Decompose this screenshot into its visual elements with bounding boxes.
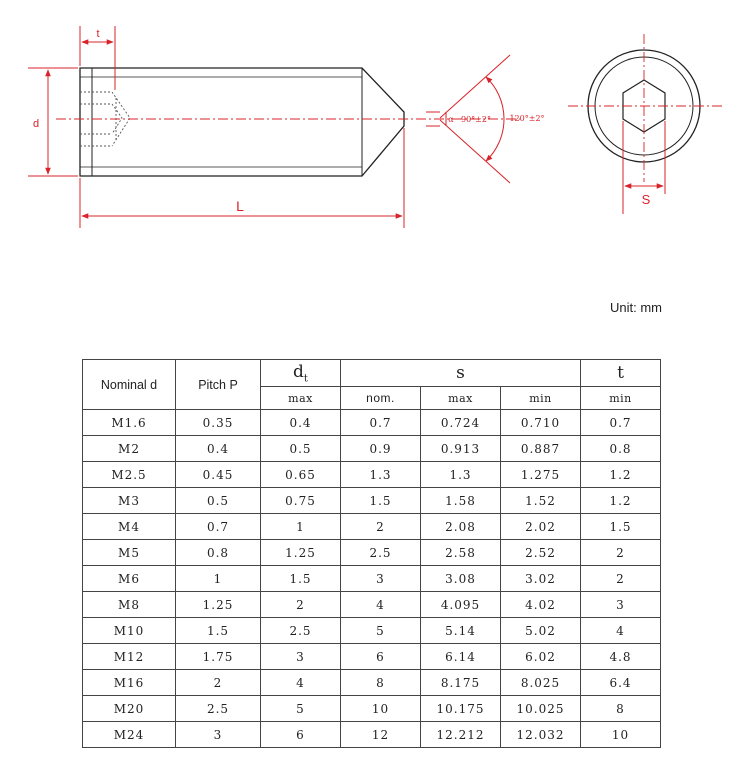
label-alpha: α: [448, 115, 454, 124]
header-dt-main: d: [293, 361, 304, 382]
cell-dt-max: 0.65: [261, 462, 341, 488]
cell-dt-max: 1.25: [261, 540, 341, 566]
cell-pitch-p: 1: [176, 566, 261, 592]
cell-dt-max: 2.5: [261, 618, 341, 644]
table-row: [83, 722, 661, 748]
label-L: L: [236, 198, 244, 214]
cell-dt-max: 1: [261, 514, 341, 540]
cell-dt-max: 4: [261, 670, 341, 696]
cell-s-min: 8.025: [501, 670, 581, 696]
cell-nominal-d: M5: [83, 540, 176, 566]
cell-dt-max: 0.5: [261, 436, 341, 462]
cell-s-nom: 8: [341, 670, 421, 696]
cell-t-min: 0.8: [581, 436, 661, 462]
cell-pitch-p: 0.4: [176, 436, 261, 462]
header-t-min: min: [581, 387, 661, 410]
table-row: [83, 566, 661, 592]
cell-s-min: 12.032: [501, 722, 581, 748]
header-s-max: max: [421, 387, 501, 410]
table-row: [83, 592, 661, 618]
cell-pitch-p: 0.35: [176, 410, 261, 436]
cell-dt-max: 6: [261, 722, 341, 748]
cell-nominal-d: M2.5: [83, 462, 176, 488]
cell-s-min: 1.52: [501, 488, 581, 514]
cell-s-nom: 3: [341, 566, 421, 592]
table-row: [83, 436, 661, 462]
cell-nominal-d: M6: [83, 566, 176, 592]
label-S: S: [641, 192, 651, 207]
cell-t-min: 4: [581, 618, 661, 644]
table-row: [83, 514, 661, 540]
cell-s-min: 1.275: [501, 462, 581, 488]
label-angle-120: 120°±2°: [509, 114, 545, 123]
cell-nominal-d: M8: [83, 592, 176, 618]
cell-nominal-d: M2: [83, 436, 176, 462]
cell-s-max: 8.175: [421, 670, 501, 696]
cell-pitch-p: 0.7: [176, 514, 261, 540]
cell-s-min: 2.02: [501, 514, 581, 540]
cell-t-min: 8: [581, 696, 661, 722]
cell-t-min: 2: [581, 566, 661, 592]
cell-nominal-d: M12: [83, 644, 176, 670]
label-angle-90: 90°±2°: [461, 115, 491, 124]
header-dt-max: max: [261, 387, 341, 410]
header-s-min: min: [501, 387, 581, 410]
cell-dt-max: 1.5: [261, 566, 341, 592]
cell-nominal-d: M20: [83, 696, 176, 722]
cell-s-nom: 1.3: [341, 462, 421, 488]
cell-s-max: 1.58: [421, 488, 501, 514]
cell-s-min: 6.02: [501, 644, 581, 670]
cell-dt-max: 2: [261, 592, 341, 618]
header-row-top: [83, 360, 661, 387]
cell-s-nom: 4: [341, 592, 421, 618]
dimensions-table: [82, 359, 661, 748]
dimension-d: [28, 68, 78, 176]
header-s: s: [341, 360, 581, 387]
cell-s-max: 3.08: [421, 566, 501, 592]
table-row: [83, 410, 661, 436]
cell-t-min: 4.8: [581, 644, 661, 670]
cell-dt-max: 0.75: [261, 488, 341, 514]
dimension-L: [80, 128, 404, 228]
table-row: [83, 618, 661, 644]
cell-pitch-p: 1.25: [176, 592, 261, 618]
cell-t-min: 6.4: [581, 670, 661, 696]
cell-t-min: 1.2: [581, 488, 661, 514]
dimension-t: [80, 26, 115, 90]
cell-pitch-p: 2: [176, 670, 261, 696]
table-row: [83, 462, 661, 488]
cell-s-nom: 1.5: [341, 488, 421, 514]
cell-pitch-p: 0.45: [176, 462, 261, 488]
cell-t-min: 10: [581, 722, 661, 748]
cell-s-min: 0.710: [501, 410, 581, 436]
cell-s-nom: 5: [341, 618, 421, 644]
cell-s-max: 2.58: [421, 540, 501, 566]
cell-s-max: 2.08: [421, 514, 501, 540]
cell-t-min: 0.7: [581, 410, 661, 436]
table-row: [83, 644, 661, 670]
cell-s-min: 10.025: [501, 696, 581, 722]
table-row: [83, 488, 661, 514]
header-nominal-d: Nominal d: [83, 360, 176, 410]
header-dt: [261, 360, 341, 387]
cell-t-min: 1.2: [581, 462, 661, 488]
cell-s-min: 5.02: [501, 618, 581, 644]
cell-s-min: 2.52: [501, 540, 581, 566]
cell-t-min: 1.5: [581, 514, 661, 540]
set-screw-technical-drawing: [0, 0, 730, 300]
cell-nominal-d: M10: [83, 618, 176, 644]
cell-nominal-d: M1.6: [83, 410, 176, 436]
cell-s-nom: 0.9: [341, 436, 421, 462]
cell-s-nom: 6: [341, 644, 421, 670]
cell-dt-max: 0.4: [261, 410, 341, 436]
cell-s-max: 5.14: [421, 618, 501, 644]
cell-pitch-p: 0.8: [176, 540, 261, 566]
label-t: t: [96, 28, 100, 40]
cell-s-max: 4.095: [421, 592, 501, 618]
table-row: [83, 696, 661, 722]
cell-s-min: 0.887: [501, 436, 581, 462]
label-d: d: [32, 118, 40, 130]
cell-s-max: 1.3: [421, 462, 501, 488]
unit-label: Unit: mm: [610, 300, 662, 315]
cell-nominal-d: M4: [83, 514, 176, 540]
cell-pitch-p: 2.5: [176, 696, 261, 722]
cell-dt-max: 3: [261, 644, 341, 670]
cell-t-min: 3: [581, 592, 661, 618]
cell-s-min: 4.02: [501, 592, 581, 618]
cell-s-max: 10.175: [421, 696, 501, 722]
cell-dt-max: 5: [261, 696, 341, 722]
cell-pitch-p: 1.75: [176, 644, 261, 670]
cell-nominal-d: M24: [83, 722, 176, 748]
cell-s-min: 3.02: [501, 566, 581, 592]
cell-s-max: 12.212: [421, 722, 501, 748]
cell-t-min: 2: [581, 540, 661, 566]
cell-s-nom: 2: [341, 514, 421, 540]
header-pitch-p: Pitch P: [176, 360, 261, 410]
header-t: t: [581, 360, 661, 387]
table-row: [83, 670, 661, 696]
screw-end-view: [568, 34, 722, 182]
cell-s-nom: 0.7: [341, 410, 421, 436]
header-s-nom: nom.: [341, 387, 421, 410]
header-dt-sub: t: [303, 373, 308, 385]
cell-s-max: 0.724: [421, 410, 501, 436]
cell-s-nom: 10: [341, 696, 421, 722]
cell-pitch-p: 1.5: [176, 618, 261, 644]
cell-s-nom: 12: [341, 722, 421, 748]
table-row: [83, 540, 661, 566]
cell-s-max: 6.14: [421, 644, 501, 670]
cell-nominal-d: M3: [83, 488, 176, 514]
cell-s-nom: 2.5: [341, 540, 421, 566]
screw-body-outline: [80, 68, 404, 176]
cell-pitch-p: 3: [176, 722, 261, 748]
cell-nominal-d: M16: [83, 670, 176, 696]
cell-pitch-p: 0.5: [176, 488, 261, 514]
cell-s-max: 0.913: [421, 436, 501, 462]
